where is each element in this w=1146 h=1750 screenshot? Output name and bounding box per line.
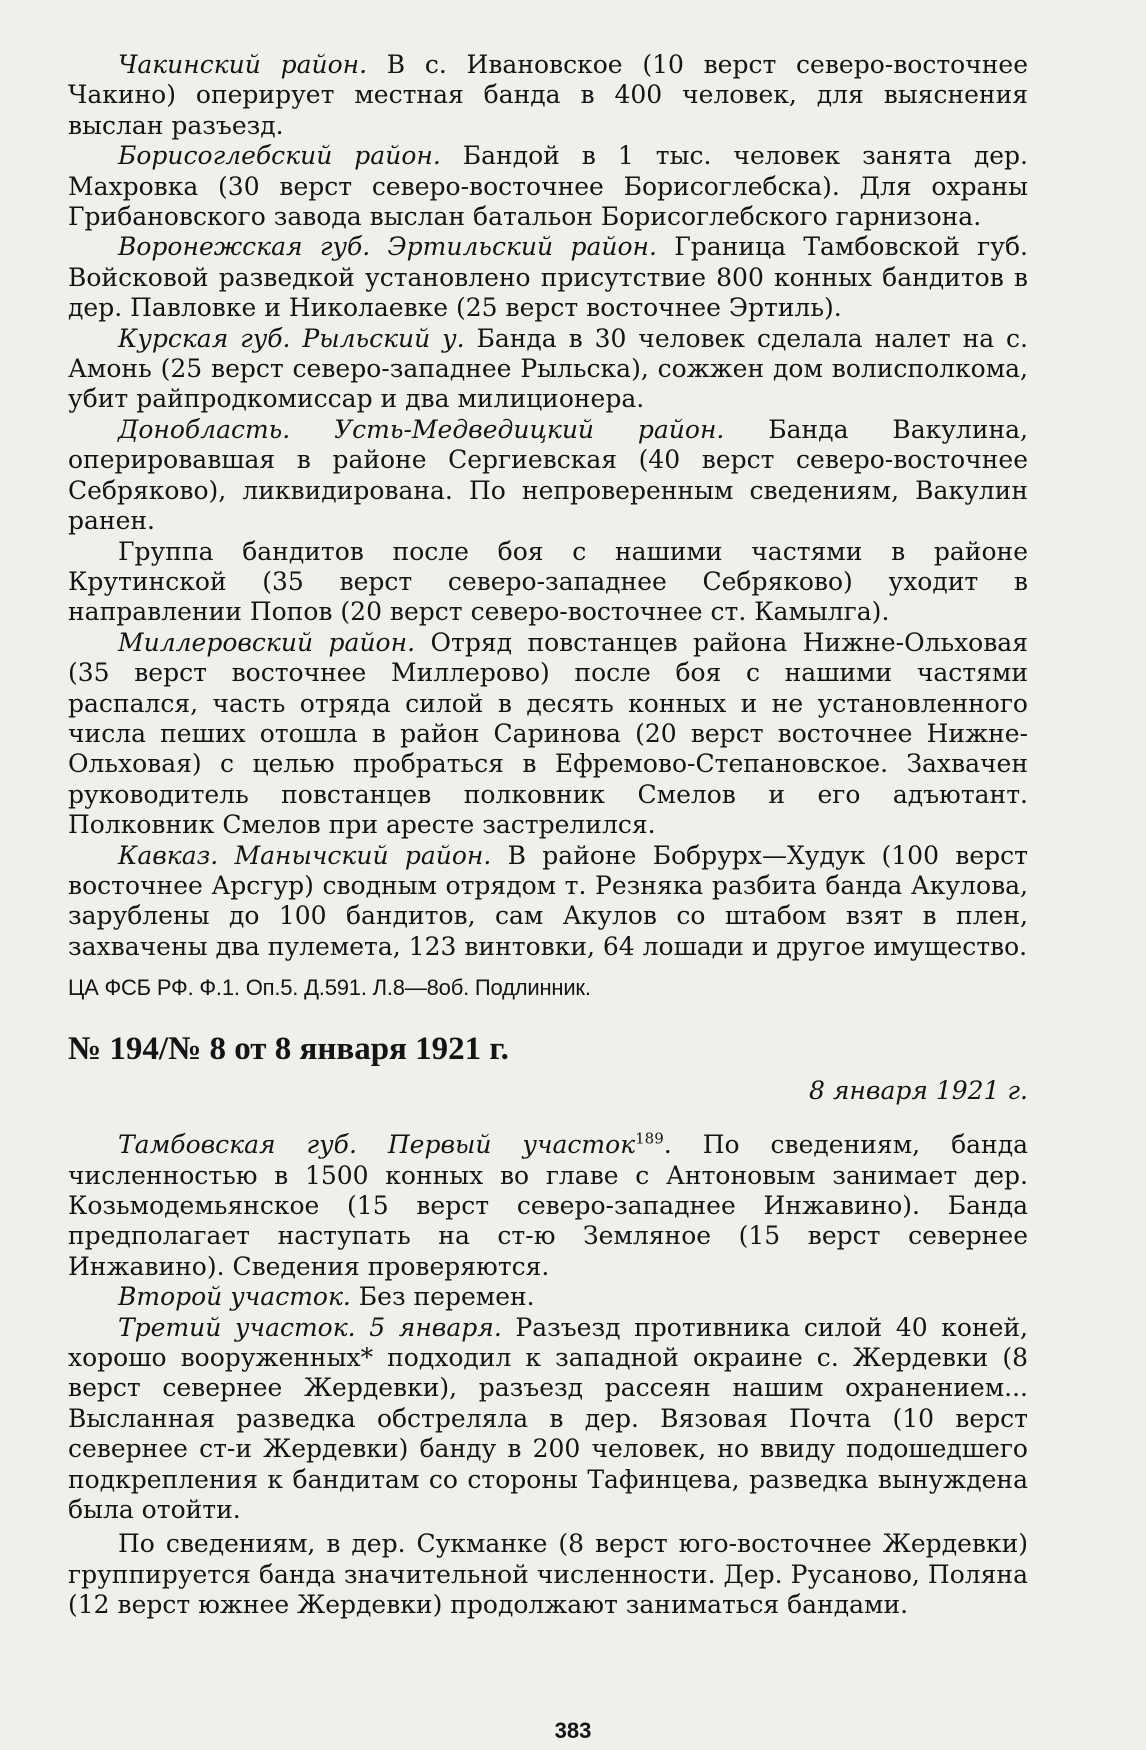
document-date: 8 января 1921 г. bbox=[809, 1076, 1028, 1106]
paragraph-text: В с. Ивановское (10 верст северо-восточнее Чакино) оперирует местная банда в 400 человек, для выяснения выслан разъезд. bbox=[68, 50, 1028, 140]
paragraph bbox=[68, 232, 1028, 323]
document-heading: № 194/№ 8 от 8 января 1921 г. bbox=[68, 1031, 509, 1068]
paragraph bbox=[68, 415, 1028, 537]
paragraph bbox=[68, 841, 1028, 963]
paragraph-label: Миллеровский район. bbox=[118, 627, 416, 657]
paragraph-text: Банда Вакулина, оперировавшая в районе Сергиевская (40 верст северо-восточнее Себряково), ликвидирована. По непроверенным сведениям, Вакулин ранен. bbox=[68, 414, 1028, 536]
paragraph-text: Группа бандитов после боя с нашими частями в районе Крутинской (35 верст северо-западнее Себряково) уходит в направлении Попов (20 верст северо-восточнее ст. Камылга). bbox=[68, 536, 1028, 627]
archive-source: ЦА ФСБ РФ. Ф.1. Оп.5. Д.591. Л.8—8об. Подлинник. bbox=[68, 975, 591, 1001]
paragraph-label: Курская губ. Рыльский у. bbox=[118, 323, 465, 353]
paragraph-text: Без перемен. bbox=[350, 1282, 535, 1312]
paragraph bbox=[68, 1529, 1028, 1620]
paragraph-text: В районе Бобрурх—Худук (100 верст восточнее Арсгур) сводным отрядом т. Резняка разбита банда Акулова, зарублены до 100 бандитов, сам Акулов со штабом взят в плен, захвачены два пулемета, 123 винтовки, 64 лошади и другое имущество. bbox=[68, 840, 1028, 961]
page-number: 383 bbox=[554, 1718, 592, 1743]
document-page bbox=[68, 50, 1028, 1621]
paragraph bbox=[68, 1130, 1028, 1282]
paragraph-text: По сведениям, в дер. Сукманке (8 верст юго-восточнее Жердевки) группируется банда значительной численности. Дер. Русаново, Поляна (12 верст южнее Жердевки) продолжают заниматься бандами. bbox=[68, 1529, 1028, 1620]
paragraph-text: Банда в 30 человек сделала налет на с. Амонь (25 верст северо-западнее Рыльска), сожжен дом волисполкома, убит райпродкомиссар и два милиционера. bbox=[68, 323, 1028, 414]
paragraph-label: Донобласть. Усть-Медведицкий район. bbox=[118, 414, 725, 444]
paragraph-text: Разъезд противника силой 40 коней, хорошо вооруженных* подходил к западной окраине с. Жердевки (8 верст севернее Жердевки), разъезд рассеян нашим охранением... Высланная разведка обстреляла в дер. Вязовая Почта (10 верст севернее ст-и Жердевки) банду в 200 человек, но ввиду подошедшего подкрепления к бандитам со стороны Тафинцева, разведка вынуждена была отойти. bbox=[68, 1312, 1029, 1525]
paragraph-label: Второй участок. bbox=[118, 1282, 351, 1312]
paragraph-label: Воронежская губ. Эртильский район. bbox=[118, 232, 657, 262]
paragraph bbox=[68, 628, 1028, 841]
paragraph-label: Чакинский район. bbox=[118, 50, 368, 79]
paragraph-text: Граница Тамбовской губ. Войсковой разведкой установлено присутствие 800 конных бандитов в дер. Павловке и Николаевке (25 верст восточнее Эртиль). bbox=[68, 232, 1028, 323]
paragraph bbox=[68, 324, 1028, 415]
paragraph-label: Борисоглебский район. bbox=[118, 141, 441, 171]
paragraph-text: . По сведениям, банда численностью в 1500 конных во главе с Антоновым занимает дер. Козьмодемьянское (15 верст северо-западнее Инжавино). Банда предполагает наступать на ст-ю Земляное (15 верст севернее Инжавино). Сведения проверяются. bbox=[68, 1130, 1028, 1281]
paragraph bbox=[68, 50, 1028, 141]
paragraph bbox=[68, 1313, 1028, 1526]
paragraph bbox=[68, 141, 1028, 232]
footnote-ref: 189 bbox=[635, 1129, 664, 1148]
paragraph bbox=[68, 1282, 1028, 1312]
paragraph bbox=[68, 537, 1028, 628]
paragraph-label: Тамбовская губ. Первый участок bbox=[118, 1130, 636, 1160]
paragraph-text: Отряд повстанцев района Нижне-Ольховая (35 верст восточнее Миллерово) после боя с нашими частями распался, часть отряда силой в десять конных и не установленного числа пеших отошла в район Саринова (20 верст восточнее Нижне-Ольховая) с целью пробраться в Ефремово-Степановское. Захвачен руководитель повстанцев полковник Смелов и его адъютант. Полковник Смелов при аресте застрелился. bbox=[68, 627, 1028, 840]
paragraph-label: Третий участок. 5 января. bbox=[118, 1312, 502, 1342]
paragraph-label: Кавказ. Манычский район. bbox=[118, 840, 492, 870]
paragraph-text: Бандой в 1 тыс. человек занята дер. Махровка (30 верст северо-восточнее Борисоглебска). Для охраны Грибановского завода выслан батальон Борисоглебского гарнизона. bbox=[68, 141, 1028, 232]
